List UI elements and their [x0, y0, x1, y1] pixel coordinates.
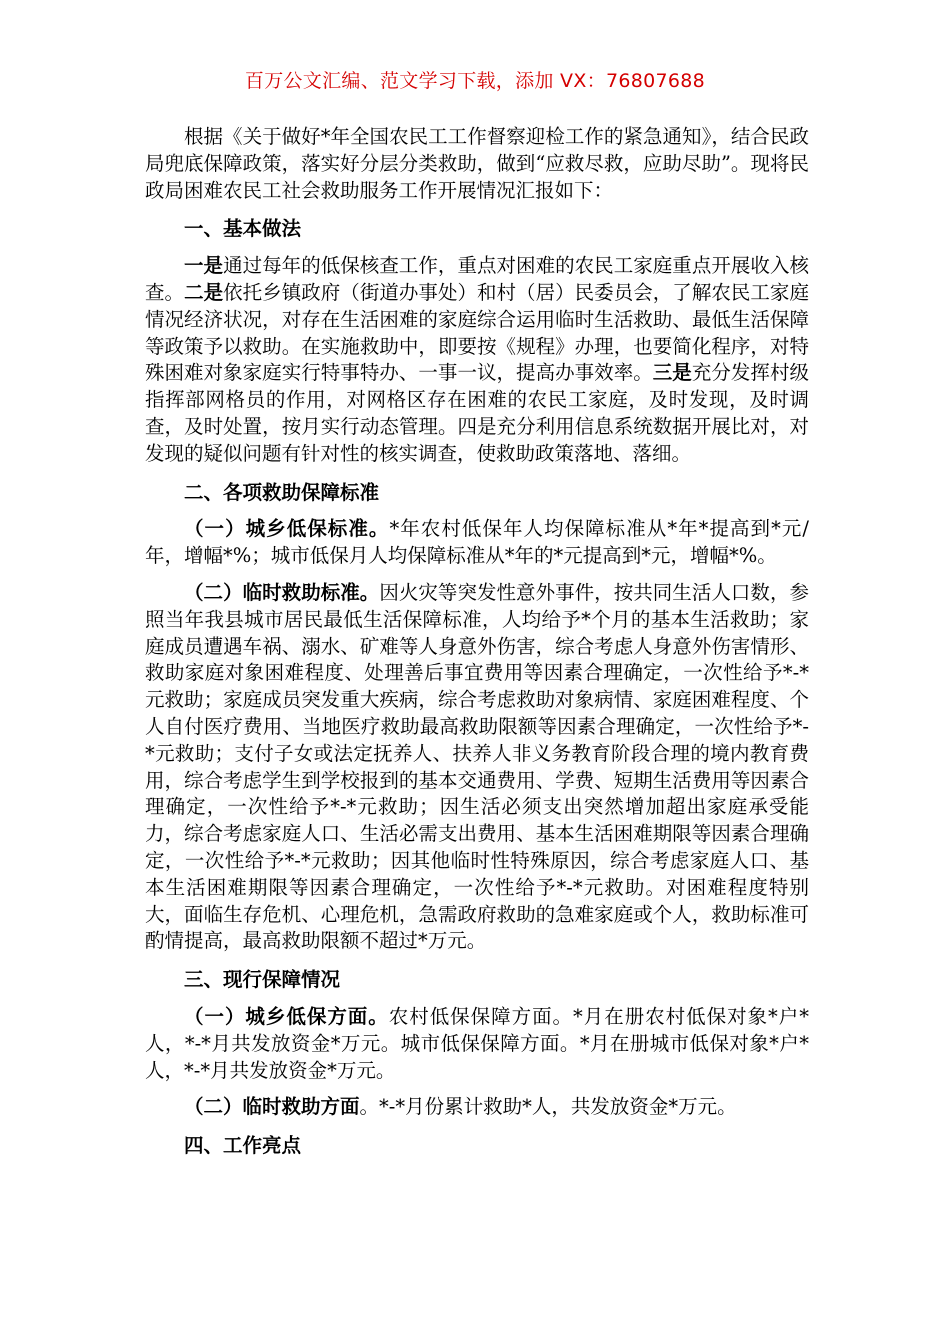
document-body [145, 124, 809, 1170]
section-2-paragraph-1 [145, 516, 809, 570]
point-2-label: 二是 [184, 280, 224, 304]
subsection-label: （二）临时救助方面 [184, 1095, 360, 1119]
section-2-title: 二、各项救助保障标准 [184, 480, 380, 504]
subsection-text: 。*-*月份累计救助*人，共发放资金*万元。 [359, 1095, 737, 1119]
section-1-title: 一、基本做法 [184, 217, 302, 241]
subsection-text: *年农村低保年人均保障标准从*年*提高到*元/年，增幅*%；城市低保月人均保障标准从*年的*元提高到*元，增幅*%。 [145, 517, 809, 568]
point-1-label: 一是 [184, 254, 224, 278]
subsection-label: （一）城乡低保方面。 [184, 1004, 389, 1028]
intro-paragraph: 根据《关于做好*年全国农民工工作督察迎检工作的紧急通知》，结合民政局兜底保障政策，落实好分层分类救助，做到“应救尽救，应助尽助”。现将民政局困难农民工社会救助服务工作开展情况汇报如下： [145, 125, 809, 202]
point-2-text: 依托乡镇政府（街道办事处）和村（居）民委员会，了解农民工家庭情况经济状况，对存在生活困难的家庭综合运用临时生活救助、最低生活保障等政策予以救助。在实施救助中，即要按《规程》办理，也要简化程序，对特殊困难对象家庭实行特事特办、一事一议，提高办事效率。 [145, 280, 809, 385]
section-3-paragraph-2 [145, 1094, 809, 1121]
point-1-text: 通过每年的低保核查工作，重点对困难的农民工家庭重点开展收入核查。 [145, 254, 809, 304]
subsection-text: 农村低保保障方面。*月在册农村低保对象*户*人，*-*月共发放资金*万元。城市低保保障方面。*月在册城市低保对象*户*人，*-*月共发放资金*万元。 [145, 1004, 809, 1082]
subsection-text: 因火灾等突发性意外事件，按共同生活人口数，参照当年我县城市居民最低生活保障标准，人均给予*个月的基本生活救助；家庭成员遭遇车祸、溺水、矿难等人身意外伤害，综合考虑人身意外伤害情形、救助家庭对象困难程度、处理善后事宜费用等因素合理确定，一次性给予*-*元救助；家庭成员突发重大疾病，综合考虑救助对象病情、家庭困难程度、个人自付医疗费用、当地医疗救助最高救助限额等因素合理确定，一次性给予*-*元救助；支付子女或法定抚养人、扶养人非义务教育阶段合理的境内教育费用，综合考虑学生到学校报到的基本交通费用、学费、短期生活费用等因素合理确定，一次性给予*-*元救助；因生活必须支出突然增加超出家庭承受能力，综合考虑家庭人口、生活必需支出费用、基本生活困难期限等因素合理确定，一次性给予*-*元救助；因其他临时性特殊原因，综合考虑家庭人口、基本生活困难期限等因素合理确定，一次性给予*-*元救助。对困难程度特别大，面临生存危机、心理危机，急需政府救助的急难家庭或个人，救助标准可酌情提高，最高救助限额不超过*万元。 [145, 580, 809, 953]
section-3-paragraph-1 [145, 1004, 809, 1084]
subsection-label: （二）临时救助标准。 [184, 580, 380, 604]
section-3-title: 三、现行保障情况 [184, 968, 341, 992]
point-3-label: 三是 [652, 361, 692, 385]
section-1-paragraph [145, 253, 809, 467]
point-3-text: 充分发挥村级指挥部网格员的作用，对网格区存在困难的农民工家庭，及时发现，及时调查，及时处置，按月实行动态管理。四是充分利用信息系统数据开展比对，对发现的疑似问题有针对性的核实调查，使救助政策落地、落细。 [145, 361, 809, 465]
download-banner: 百万公文汇编、范文学习下载，添加 VX：76807688 [244, 70, 706, 92]
subsection-label: （一）城乡低保标准。 [184, 517, 390, 541]
section-2-paragraph-2 [145, 580, 809, 955]
section-4-title: 四、工作亮点 [184, 1134, 302, 1158]
